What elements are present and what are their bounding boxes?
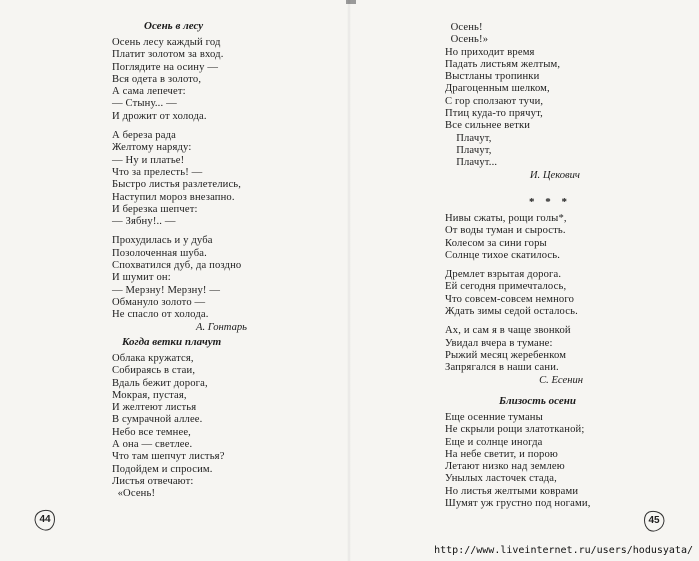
poem-line: Мокрая, пустая,	[112, 389, 187, 401]
poem-line: Что там шепчут листья?	[112, 451, 225, 463]
poem-nivy-szhaty	[445, 213, 685, 387]
poem-line: Спохватился дуб, да поздно	[112, 260, 242, 272]
stanza-break	[112, 228, 337, 235]
poem-line: Шумят уж грустно под ногами,	[445, 498, 591, 510]
poem-line: Ах, и сам я в чаще звонкой	[445, 325, 571, 337]
poem-line: В сумрачной аллее.	[112, 414, 203, 426]
poem-line: Но приходит время	[445, 46, 535, 58]
poem-lines	[445, 412, 685, 510]
poem-line: Наступил мороз внезапно.	[112, 191, 235, 203]
page-number-badge	[32, 507, 58, 533]
poem-line: Платит золотом за вход.	[112, 49, 224, 61]
stanza-break	[112, 123, 337, 130]
poem-author: И. Цекович	[529, 169, 580, 181]
poem-line: Выстланы тропинки	[445, 71, 540, 83]
poem-line: Ей сегодня примечталось,	[445, 281, 567, 293]
stanza-break	[445, 262, 685, 269]
poem-line: Запрягался в наши сани.	[445, 362, 559, 374]
left-page	[0, 0, 349, 561]
poem-kogda-vetki-plachut	[112, 336, 337, 501]
poem-line: От воды туман и сырость.	[445, 225, 566, 237]
poem-line: А береза рада	[112, 130, 176, 142]
section-separator	[445, 196, 685, 208]
poem-line: Колесом за сини горы	[445, 237, 547, 249]
poem-osen-v-lesu	[112, 20, 337, 334]
poem-title: Близость осени	[499, 395, 576, 407]
poem-line: Нивы сжаты, рощи голы*,	[445, 213, 567, 224]
poem-blizost-oseni	[445, 395, 685, 510]
poem-line: Ждать зимы седой осталось.	[445, 306, 578, 318]
poem-author: А. Гонтарь	[196, 321, 247, 333]
poem-line: Плачут...	[445, 157, 498, 169]
poem-line: Осень лесу каждый год	[112, 37, 221, 48]
poem-lines	[445, 213, 685, 375]
poem-line: Еще осенние туманы	[445, 412, 543, 423]
page-number: 45	[648, 515, 660, 526]
poem-line: А она — светлее.	[112, 439, 193, 451]
poem-lines	[445, 22, 685, 170]
poem-kogda-vetki-plachut-continued	[445, 22, 685, 182]
poem-lines	[112, 37, 337, 322]
poem-line: Вдаль бежит дорога,	[112, 377, 208, 389]
poem-line: И дрожит от холода.	[112, 110, 207, 122]
poem-line: Желтому наряду:	[112, 142, 192, 154]
poem-line: Осень!	[445, 22, 483, 33]
poem-line: — Мерзну! Мерзну! —	[112, 284, 221, 296]
poem-title: Осень в лесу	[144, 20, 204, 32]
poem-line: Солнце тихое скатилось.	[445, 249, 561, 261]
poem-lines	[112, 353, 337, 501]
poem-line: Собираясь в стаи,	[112, 365, 196, 377]
poem-line: На небе светит, и порою	[445, 448, 558, 460]
poem-line: Осень!»	[445, 34, 489, 46]
poem-line: — Стыну... —	[112, 98, 177, 110]
page-number: 44	[39, 514, 51, 525]
poem-line: Облака кружатся,	[112, 353, 194, 364]
poem-line: — Ну и платье!	[112, 154, 185, 166]
poem-line: А сама лепечет:	[112, 86, 186, 98]
poem-line: Рыжий месяц жеребенком	[445, 349, 567, 361]
page-number-badge	[641, 508, 667, 534]
poem-line: Прохудилась и у дуба	[112, 235, 213, 247]
poem-line: Поглядите на осину —	[112, 61, 219, 73]
poem-line: Падать листьям желтым,	[445, 58, 561, 70]
poem-line: Листья отвечают:	[112, 475, 194, 487]
poem-line: Еще и солнце иногда	[445, 436, 543, 448]
poem-line: Но листья желтыми коврами	[445, 485, 579, 497]
stanza-break	[445, 318, 685, 325]
poem-line: Не скрыли рощи златотканой;	[445, 424, 585, 436]
poem-line: Дремлет взрытая дорога.	[445, 269, 562, 281]
poem-line: Драгоценным шелком,	[445, 83, 550, 95]
poem-line: И желтеют листья	[112, 402, 197, 414]
poem-line: — Зябну!.. —	[112, 216, 176, 228]
poem-line: Плачут,	[445, 132, 492, 144]
poem-line: И шумит он:	[112, 272, 171, 284]
poem-line: Все сильнее ветки	[445, 120, 531, 132]
poem-line: «Осень!	[112, 488, 156, 500]
poem-line: Позолоченная шуба.	[112, 247, 207, 259]
poem-line: Плачут,	[445, 144, 492, 156]
watermark-url: http://www.liveinternet.ru/users/hodusyata/	[434, 545, 693, 556]
poem-line: Подойдем и спросим.	[112, 463, 213, 475]
poem-title: Когда ветки плачут	[122, 336, 222, 348]
poem-line: Небо все темнее,	[112, 426, 191, 438]
poem-line: Что за прелесть! —	[112, 166, 203, 178]
poem-line: С гор сползают тучи,	[445, 95, 544, 107]
poem-line: Вся одета в золото,	[112, 73, 202, 85]
poem-line: Не спасло от холода.	[112, 309, 209, 321]
poem-author: С. Есенин	[539, 374, 583, 386]
poem-line: Увидал вчера в тумане:	[445, 337, 553, 349]
poem-line: Унылых ласточек стада,	[445, 473, 557, 485]
poem-line: Что совсем-совсем немного	[445, 293, 575, 305]
poem-line: Обмануло золото —	[112, 296, 206, 308]
right-page	[349, 0, 699, 561]
poem-line: Быстро листья разлетелись,	[112, 179, 242, 191]
poem-line: Птиц куда-то прячут,	[445, 108, 543, 120]
poem-line: И березка шепчет:	[112, 203, 198, 215]
poem-line: Летают низко над землею	[445, 461, 565, 473]
stars-separator: * * *	[529, 196, 571, 208]
